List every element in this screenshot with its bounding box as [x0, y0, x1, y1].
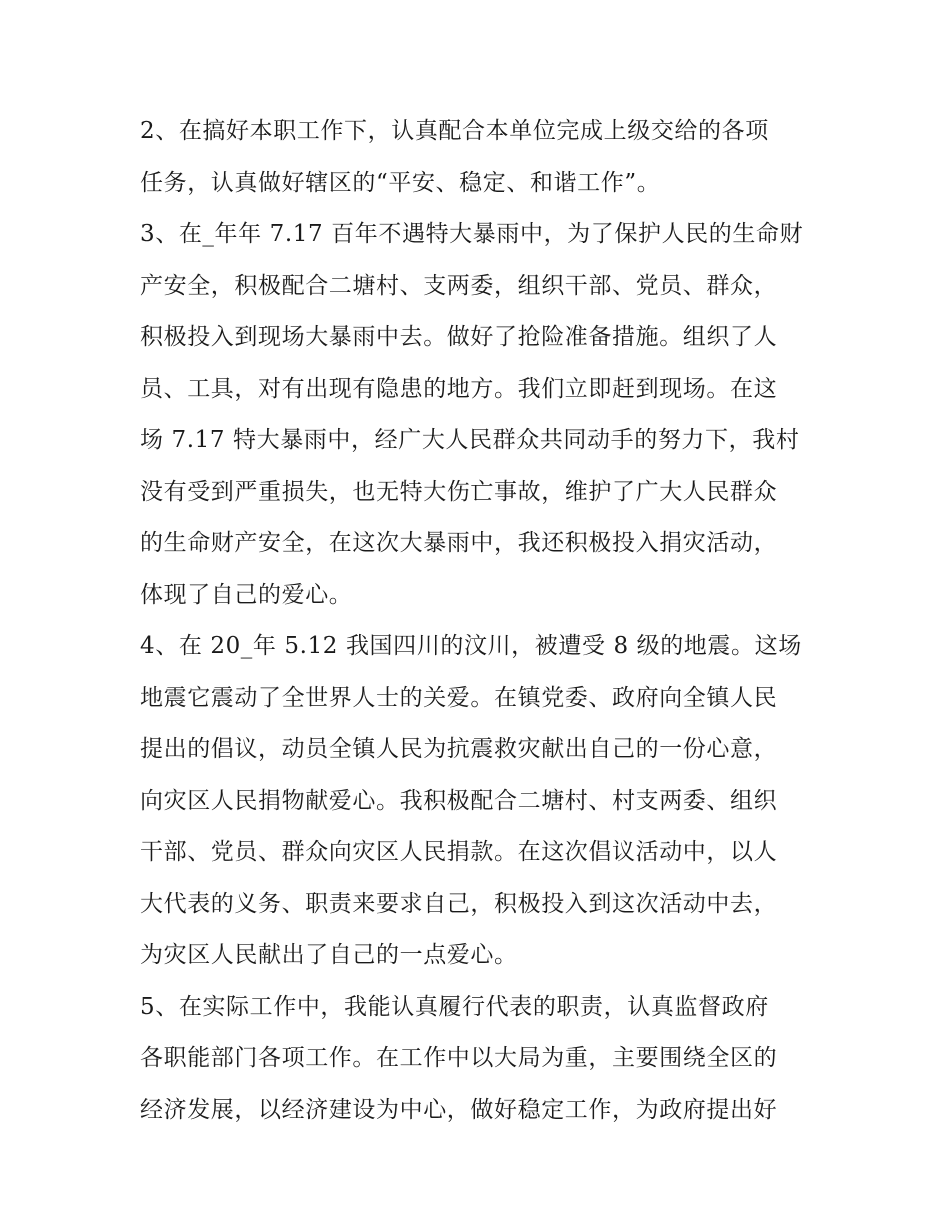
text-line: 产安全，积极配合二塘村、支两委，组织干部、党员、群众， [140, 272, 778, 299]
text-line: 没有受到严重损失，也无特大伤亡事故，维护了广大人民群众 [140, 478, 778, 505]
text-line: 向灾区人民捐物献爱心。我积极配合二塘村、村支两委、组织 [140, 787, 778, 814]
text-line: 5、在实际工作中，我能认真履行代表的职责，认真监督政府 [140, 993, 769, 1020]
document-body [140, 106, 820, 1136]
text-line: 的生命财产安全，在这次大暴雨中，我还积极投入捐灾活动， [140, 530, 778, 556]
text-line: 4、在 20_年 5.12 我国四川的汶川，被遭受 8 级的地震。这场 [140, 633, 802, 659]
text-line: 体现了自己的爱心。 [140, 581, 353, 608]
text-line: 场 7.17 特大暴雨中，经广大人民群众共同动手的努力下，我村 [140, 427, 800, 453]
text-line: 员、工具，对有出现有隐患的地方。我们立即赶到现场。在这 [140, 375, 778, 402]
text-line: 2、在搞好本职工作下，认真配合本单位完成上级交给的各项 [140, 118, 769, 144]
text-line: 积极投入到现场大暴雨中去。做好了抢险准备措施。组织了人 [140, 324, 778, 350]
text-line: 各职能部门各项工作。在工作中以大局为重，主要围绕全区的 [140, 1045, 778, 1071]
text-line: 经济发展，以经济建设为中心，做好稳定工作，为政府提出好 [140, 1096, 778, 1123]
text-line: 干部、党员、群众向灾区人民捐款。在这次倡议活动中，以人 [140, 839, 778, 865]
text-line: 任务，认真做好辖区的“平安、稳定、和谐工作”。 [140, 169, 661, 196]
text-line: 提出的倡议，动员全镇人民为抗震救灾献出自己的一份心意， [140, 736, 778, 762]
text-line: 地震它震动了全世界人士的关爱。在镇党委、政府向全镇人民 [140, 684, 778, 711]
text-line: 3、在_年年 7.17 百年不遇特大暴雨中，为了保护人民的生命财 [140, 221, 804, 247]
text-line: 大代表的义务、职责来要求自己，积极投入到这次活动中去， [140, 890, 778, 917]
text-line: 为灾区人民献出了自己的一点爱心。 [140, 942, 518, 968]
